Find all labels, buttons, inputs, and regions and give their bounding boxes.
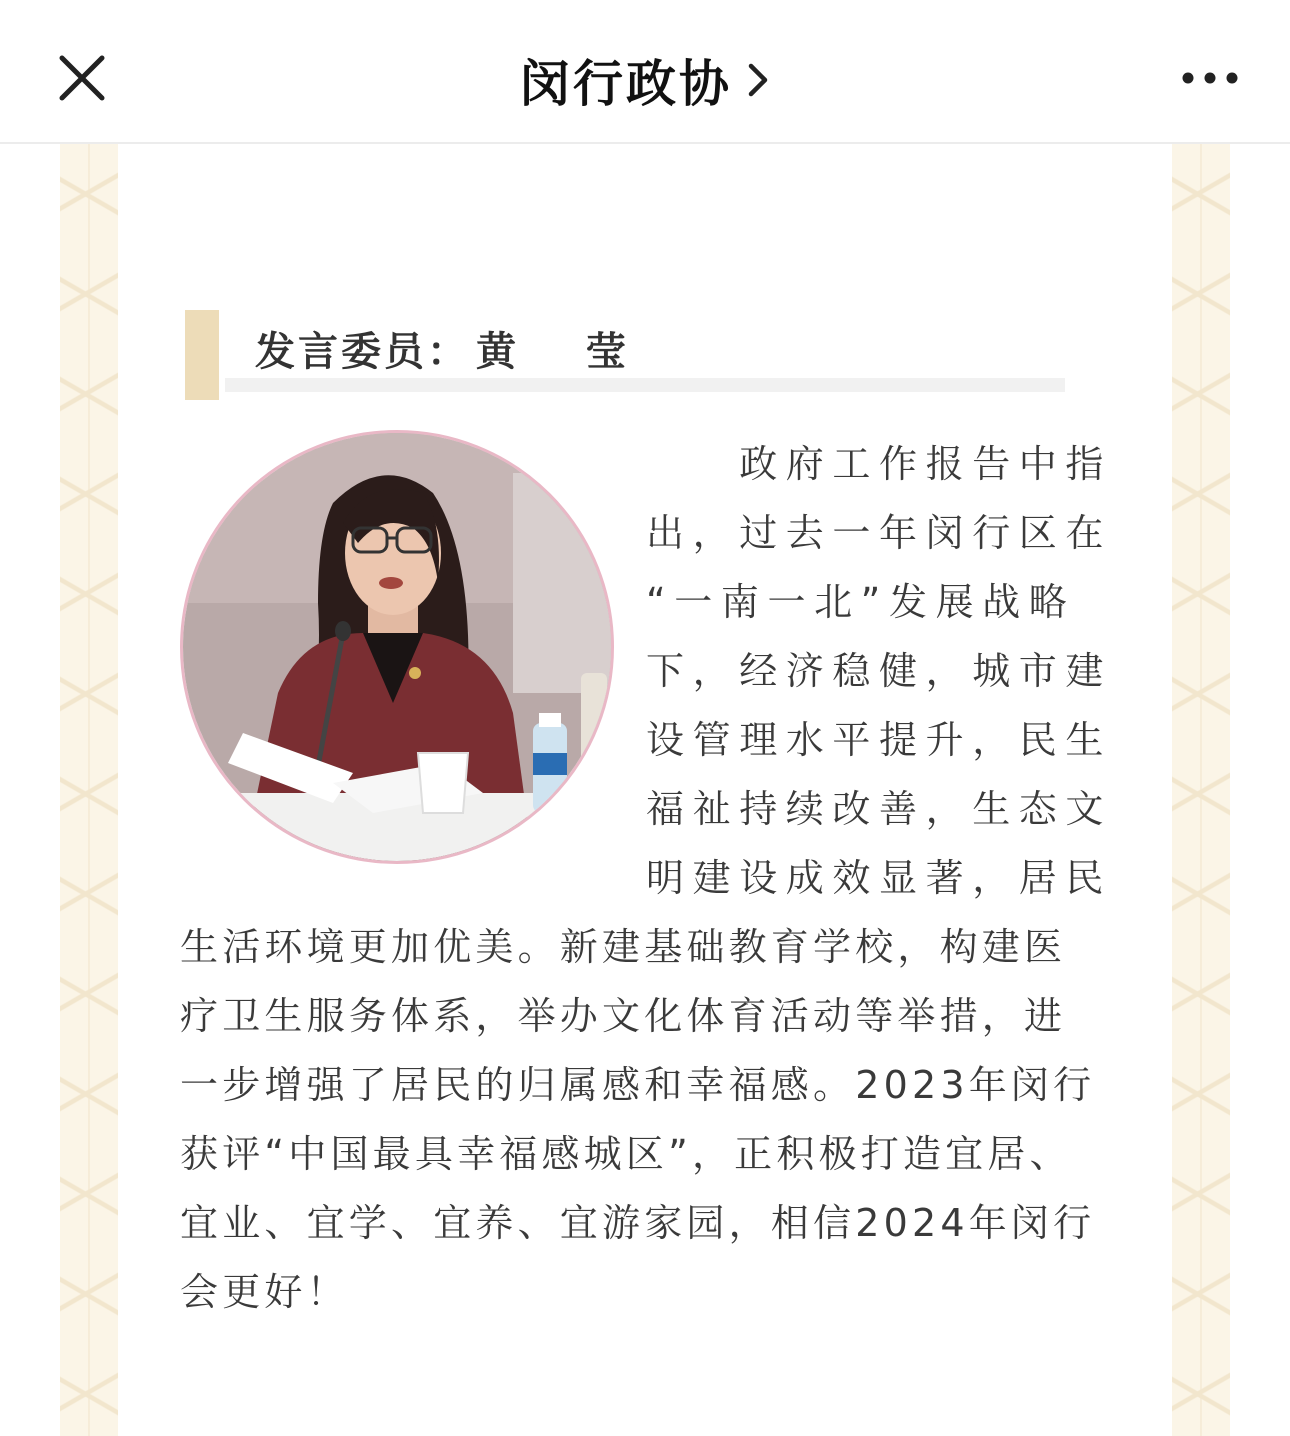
article-line: “一南一北”发展战略 xyxy=(646,580,1076,624)
article-line: 疗卫生服务体系，举办文化体育活动等举措，进 xyxy=(180,994,1067,1038)
page-title: 闵行政协 xyxy=(520,55,732,113)
article-line: 福祉持续改善，生态文 xyxy=(646,787,1113,831)
article-line: 明建设成效显著，居民 xyxy=(646,856,1113,900)
article-line: 设管理水平提升，民生 xyxy=(646,718,1113,762)
decorative-pattern-right xyxy=(1172,144,1230,1436)
article-line: 下，经济稳健，城市建 xyxy=(646,649,1113,693)
top-navbar xyxy=(0,0,1290,144)
chevron-right-icon xyxy=(746,60,770,100)
speaker-label: 发言委员： xyxy=(255,328,470,375)
heading-underline xyxy=(225,378,1065,392)
article-line: 获评“中国最具幸福感城区”，正积极打造宜居、 xyxy=(180,1132,1072,1176)
decorative-pattern-left xyxy=(60,144,118,1436)
article-line: 政府工作报告中指 xyxy=(646,442,1113,486)
more-options-button[interactable] xyxy=(1178,58,1242,98)
article-line: 会更好！ xyxy=(180,1270,349,1314)
article-line: 生活环境更加优美。新建基础教育学校，构建医 xyxy=(180,925,1067,969)
article-line: 一步增强了居民的归属感和幸福感。2023年闵行 xyxy=(180,1063,1096,1107)
speaker-photo[interactable] xyxy=(180,430,614,864)
speaker-heading xyxy=(255,318,654,378)
heading-accent-bar xyxy=(185,310,219,400)
speaker-photo-image xyxy=(183,433,611,861)
speaker-name: 黄 莹 xyxy=(476,328,654,375)
more-dots-icon xyxy=(1178,58,1242,98)
article-line: 宜业、宜学、宜养、宜游家园，相信2024年闵行 xyxy=(180,1201,1096,1245)
account-title-link[interactable] xyxy=(0,40,1290,120)
article-line: 出，过去一年闵行区在 xyxy=(646,511,1113,555)
